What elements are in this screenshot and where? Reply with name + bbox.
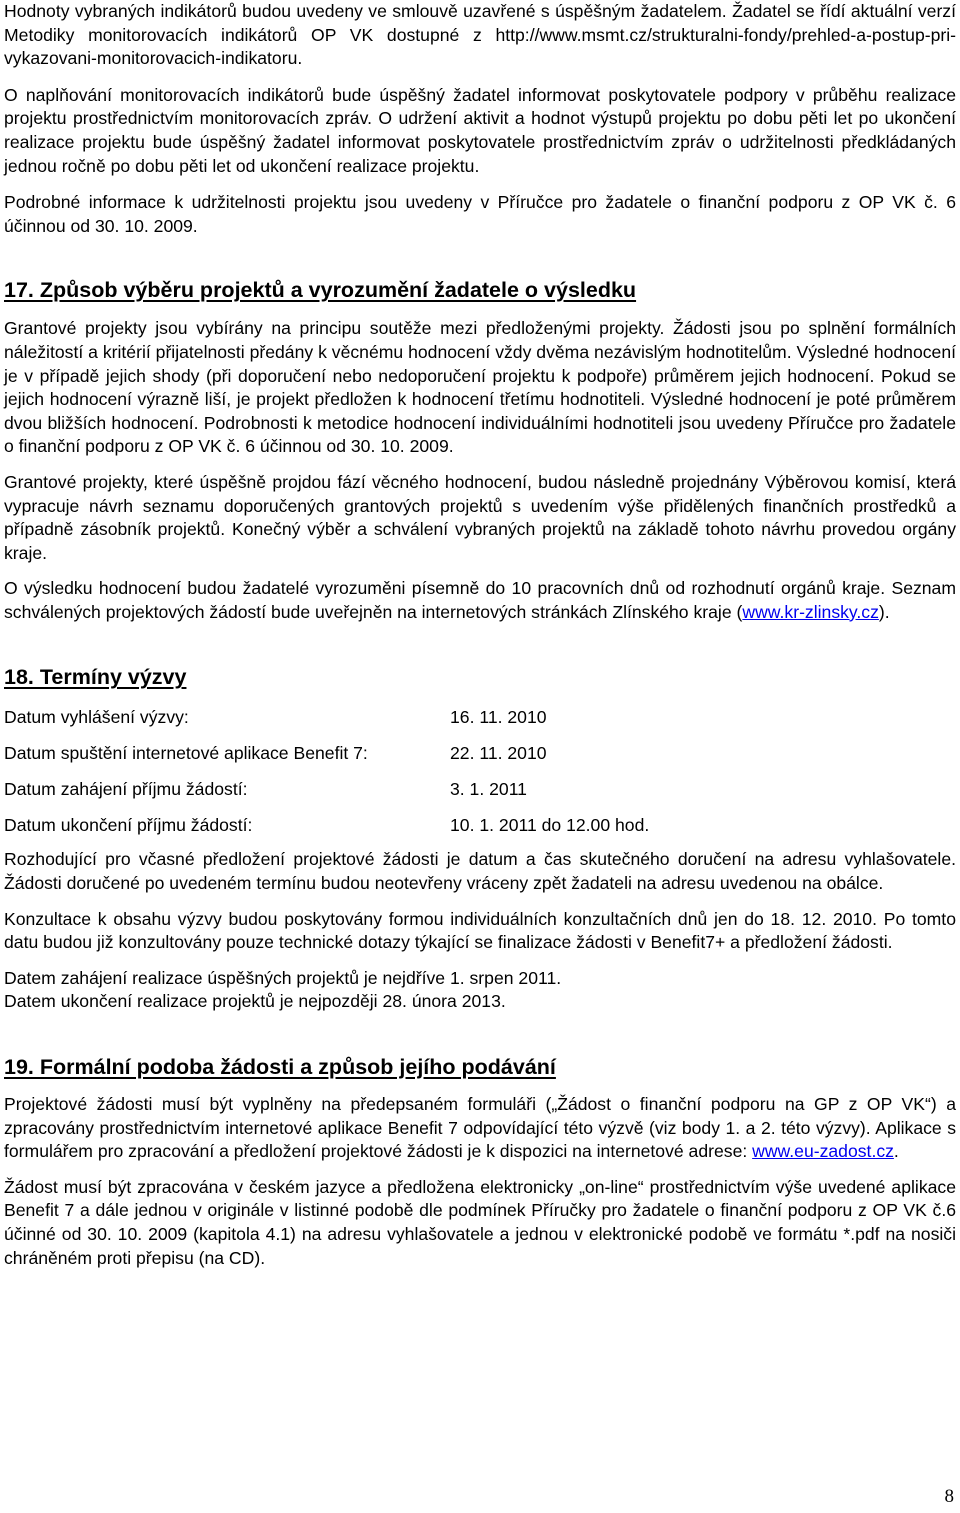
section-18-paragraph-realization [4,967,956,1014]
date-value: 10. 1. 2011 do 12.00 hod. [450,815,650,836]
section-17-paragraph-selection: Grantové projekty jsou vybírány na principu soutěže mezi předloženými projekty. Žádosti jsou po splnění formálních náležitostí a kritérií přijatelnosti předány k věcnému hodnocení vždy dvěma nezávislým hodnotitelům. Výsledné hodnocení je v případě jejich shody (při doporučení nebo nedoporučení projektu k podpoře) průměrem jejich hodnocení. Pokud se jejich hodnocení výrazně liší, je projekt předložen k hodnocení třetímu hodnotiteli. Výsledné hodnocení je poté průměrem dvou bližších hodnocení. Podrobnosti k metodice hodnocení individuálními hodnotiteli jsou uvedeny Příručce pro žadatele o finanční podporu z OP VK č. 6 účinnou od 30. 10. 2009. [4,318,956,457]
section-18-paragraph-consultation: Konzultace k obsahu výzvy budou poskytovány formou individuálních konzultačních dnů jen do 18. 12. 2010. Po tomto datu budou již konzultovány pouze technické dotazy týkající se finalizace žádosti v Benefit7+ a předložení žádosti. [4,908,956,953]
date-value: 3. 1. 2011 [450,779,527,800]
section-17-heading: 17. Způsob výběru projektů a vyrozumění žadatele o výsledku [4,278,637,303]
eu-zadost-link[interactable]: www.eu-zadost.cz [752,1141,894,1162]
section-19-paragraph-form [4,1093,956,1164]
document-page [4,0,956,1270]
call-dates-list [4,706,956,838]
date-row-intake-start [4,778,956,802]
section-19-form-end: . [893,1141,899,1162]
date-label: Datum ukončení příjmu žádostí: [4,815,253,836]
realization-start: Datem zahájení realizace úspěšných projektů je nejdříve 1. srpen 2011. [4,967,562,988]
intro-paragraph-sustainability: Podrobné informace k udržitelnosti projektu jsou uvedeny v Příručce pro žadatele o finanční podporu z OP VK č. 6 účinnou od 30. 10. 2009. [4,192,956,236]
realization-end: Datem ukončení realizace projektů je nejpozději 28. února 2013. [4,991,506,1012]
date-label: Datum zahájení příjmu žádostí: [4,779,248,800]
section-17-paragraph-notification [4,577,956,624]
date-label: Datum vyhlášení výzvy: [4,707,189,728]
intro-paragraph-monitoring: O naplňování monitorovacích indikátorů bude úspěšný žadatel informovat poskytovatele podpory v průběhu realizace projektu prostřednictvím monitorovacích zpráv. O udržení aktivit a hodnot výstupů projektu po dobu pěti let po ukončení realizace projektu bude úspěšný žadatel informovat poskytovatele prostřednictvím zpráv o udržitelnosti předkládaných jednou ročně po dobu pěti let od ukončení realizace projektu. [4,84,956,176]
section-18-paragraph-delivery: Rozhodující pro včasné předložení projektové žádosti je datum a čas skutečného doručení na adresu vyhlašovatele. Žádosti doručené po uvedeném termínu budou neotevřeny vráceny zpět žadateli na adresu uvedenou na obálce. [4,849,956,893]
date-row-intake-end [4,814,956,838]
section-18-heading: 18. Termíny výzvy [4,665,187,690]
section-19-heading: 19. Formální podoba žádosti a způsob jejího podávání [4,1054,556,1079]
date-value: 16. 11. 2010 [450,707,547,728]
date-value: 22. 11. 2010 [450,743,547,764]
section-17-paragraph-committee: Grantové projekty, které úspěšně projdou fází věcného hodnocení, budou následně projednány Výběrovou komisí, která vypracuje návrh seznamu doporučených grantových projektů s uvedením výše přidělených finančních prostředků a případně zásobník projektů. Konečný výběr a schválení vybraných projektů na základě tohoto návrhu provedou orgány kraje. [4,471,956,563]
section-17-notification-text: O výsledku hodnocení budou žadatelé vyrozuměni písemně do 10 pracovních dnů od rozhodnutí orgánů kraje. Seznam schválených projektových žádostí bude uveřejněn na internetových stránkách Zlínského kraje ( [4,578,956,622]
section-19-form-text: Projektové žádosti musí být vyplněny na předepsaném formuláři („Žádost o finanční podporu na GP z OP VK“) a zpracovány prostřednictvím internetové aplikace Benefit 7 odpovídající této výzvě (viz body 1. a 2. této výzvy). Aplikace s formulářem pro zpracování a předložení projektové žádosti je k dispozici na internetové adrese: [4,1093,956,1162]
date-label: Datum spuštění internetové aplikace Benefit 7: [4,743,368,764]
intro-paragraph-indicators: Hodnoty vybraných indikátorů budou uvedeny ve smlouvě uzavřené s úspěšným žadatelem. Žadatel se řídí aktuální verzí Metodiky monitorovacích indikátorů OP VK dostupné z http://www.msmt.cz/strukturalni-fondy/prehled-a-postup-pri-vykazovani-monitorovacich-indikatoru. [4,1,956,69]
date-row-benefit-launch [4,742,956,766]
section-17-notification-end: ). [878,601,890,622]
kr-zlinsky-link[interactable]: www.kr-zlinsky.cz [742,601,879,622]
page-number: 8 [944,1486,954,1507]
section-19-paragraph-submission: Žádost musí být zpracována v českém jazyce a předložena elektronicky „on-line“ prostřednictvím výše uvedené aplikace Benefit 7 a dále jednou v originále v listinné podobě dle podmínek Příručky pro žadatele o finanční podporu z OP VK č.6 účinné od 30. 10. 2009 (kapitola 4.1) na adresu vyhlašovatele a jednou v elektronické podobě ve formátu *.pdf na nosiči chráněném proti přepisu (na CD). [4,1176,956,1268]
date-row-announcement [4,706,956,730]
